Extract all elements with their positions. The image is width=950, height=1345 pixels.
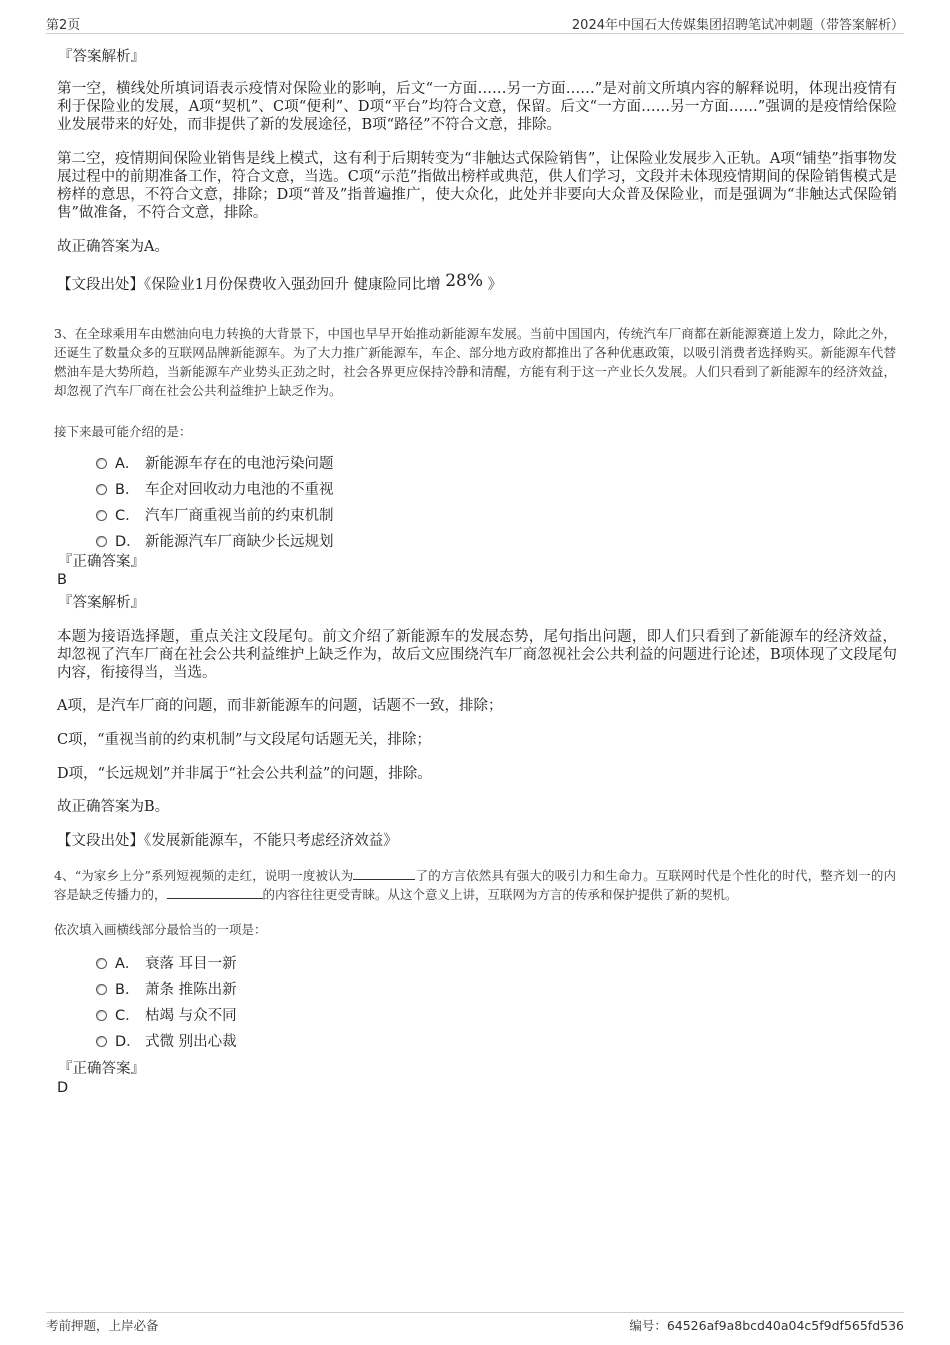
q3-question-text: 3、在全球乘用车由燃油向电力转换的大背景下，中国也早早开始推动新能源车发展。当前中国国内，传统汽车厂商都在新能源赛道上发力，除此之外，还诞生了数量众多的互联网品牌新能源车。为了大力推广新能源车，车企、部分地方政府都推出了各种优惠政策，以吸引消费者选择购买。新能源车代替燃油车是大势所趋，当新能源车产业势头正劲之时，社会各界更应保持冷静和清醒，方能有利于这一产业长久发展。人们只看到了新能源车的经济效益，却忽视了汽车厂商在社会公共利益维护上缺乏作为。 (54, 326, 896, 398)
q3-option-b[interactable]: B． 车企对回收动力电池的不重视 (96, 480, 334, 500)
page-footer (46, 1312, 904, 1335)
radio-icon[interactable] (96, 536, 107, 547)
correct-answer-label: 『正确答案』 (58, 554, 145, 570)
page-header (46, 14, 904, 34)
correct-answer-label: 『正确答案』 (58, 1061, 145, 1077)
q2-source (57, 271, 897, 294)
footer-slogan: 考前押题，上岸必备 (46, 1318, 159, 1333)
q3-analysis-d: D项，“长远规划”并非属于“社会公共利益”的问题，排除。 (57, 766, 432, 782)
q3-option-d[interactable]: D． 新能源汽车厂商缺少长远规划 (96, 532, 334, 552)
q4-question-text: 4、“为家乡上分”系列短视频的走红，说明一度被认为 了的方言依然具有强大的吸引力和生命力。互联网时代是个性化的时代，整齐划一的内容是缺乏传播力的， 的内容往往更受青睐。从这个意义上讲，互联网为方言的传承和保护提供了新的契机。 (54, 868, 896, 902)
q3-conclusion: 故正确答案为B。 (57, 799, 170, 815)
document-code: 编号：64526af9a8bcd40a04c5f9df565fd536 (629, 1318, 904, 1333)
blank-2 (167, 885, 263, 899)
q2-analysis-blank1: 第一空，横线处所填词语表示疫情对保险业的影响，后文“一方面……另一方面……”是对前文所填内容的解释说明，体现出疫情有利于保险业的发展，A项“契机”、C项“便利”、D项“平台”均符合文意，保留。后文“一方面……另一方面……”强调的是疫情给保险业发展带来的好处，而非提供了新的发展途径，B项“路径”不符合文意，排除。 (57, 81, 897, 133)
analysis-label: 『答案解析』 (58, 595, 145, 611)
radio-icon[interactable] (96, 984, 107, 995)
analysis-label: 『答案解析』 (58, 49, 145, 65)
document-title: 2024年中国石大传媒集团招聘笔试冲刺题（带答案解析） (571, 18, 904, 33)
q3-option-a[interactable]: A． 新能源车存在的电池污染问题 (96, 454, 334, 474)
blank-1 (353, 866, 415, 880)
q3-source: 【文段出处】《发展新能源车，不能只考虑经济效益》 (57, 833, 398, 849)
q3-prompt: 接下来最可能介绍的是： (54, 424, 192, 439)
q2-conclusion: 故正确答案为A。 (57, 239, 169, 255)
q4-option-a[interactable]: A． 衰落 耳目一新 (96, 954, 237, 974)
q2-source-suffix: 》 (483, 277, 503, 293)
q2-source-percent: 28% (445, 271, 483, 291)
q4-option-d[interactable]: D． 式微 别出心裁 (96, 1032, 237, 1052)
q4-answer: D (57, 1080, 69, 1096)
q4-option-c[interactable]: C． 枯竭 与众不同 (96, 1006, 237, 1026)
page-number: 第2页 (46, 18, 81, 33)
radio-icon[interactable] (96, 510, 107, 521)
q2-analysis-blank2: 第二空，疫情期间保险业销售是线上模式，这有利于后期转变为“非触达式保险销售”，让保险业发展步入正轨。A项“铺垫”指事物发展过程中的前期准备工作，符合文意，当选。C项“示范”指做出榜样或典范，供人们学习，文段并未体现疫情期间的保险销售模式是榜样的意思，不符合文意，排除；D项“普及”指普遍推广，使大众化，此处并非要向大众普及保险业，而是强调为“非触达式保险销售”做准备，不符合文意，排除。 (57, 151, 897, 221)
q4-prompt: 依次填入画横线部分最恰当的一项是： (54, 922, 267, 937)
q3-analysis-a: A项，是汽车厂商的问题，而非新能源车的问题，话题不一致，排除； (57, 698, 503, 714)
q3-answer: B (57, 572, 67, 588)
radio-icon[interactable] (96, 1036, 107, 1047)
q4-option-b[interactable]: B． 萧条 推陈出新 (96, 980, 237, 1000)
radio-icon[interactable] (96, 458, 107, 469)
radio-icon[interactable] (96, 1010, 107, 1021)
q3-analysis-c: C项，“重视当前的约束机制”与文段尾句话题无关，排除； (57, 732, 431, 748)
q3-analysis-main: 本题为接语选择题，重点关注文段尾句。前文介绍了新能源车的发展态势，尾句指出问题，即人们只看到了新能源车的经济效益，却忽视了汽车厂商在社会公共利益维护上缺乏作为，故后文应围绕汽车厂商忽视社会公共利益的问题进行论述，B项体现了文段尾句内容，衔接得当，当选。 (57, 629, 897, 681)
radio-icon[interactable] (96, 484, 107, 495)
q3-option-c[interactable]: C． 汽车厂商重视当前的约束机制 (96, 506, 334, 526)
radio-icon[interactable] (96, 958, 107, 969)
q2-source-prefix: 【文段出处】《保险业1月份保费收入强劲回升 健康险同比增 (57, 277, 446, 293)
